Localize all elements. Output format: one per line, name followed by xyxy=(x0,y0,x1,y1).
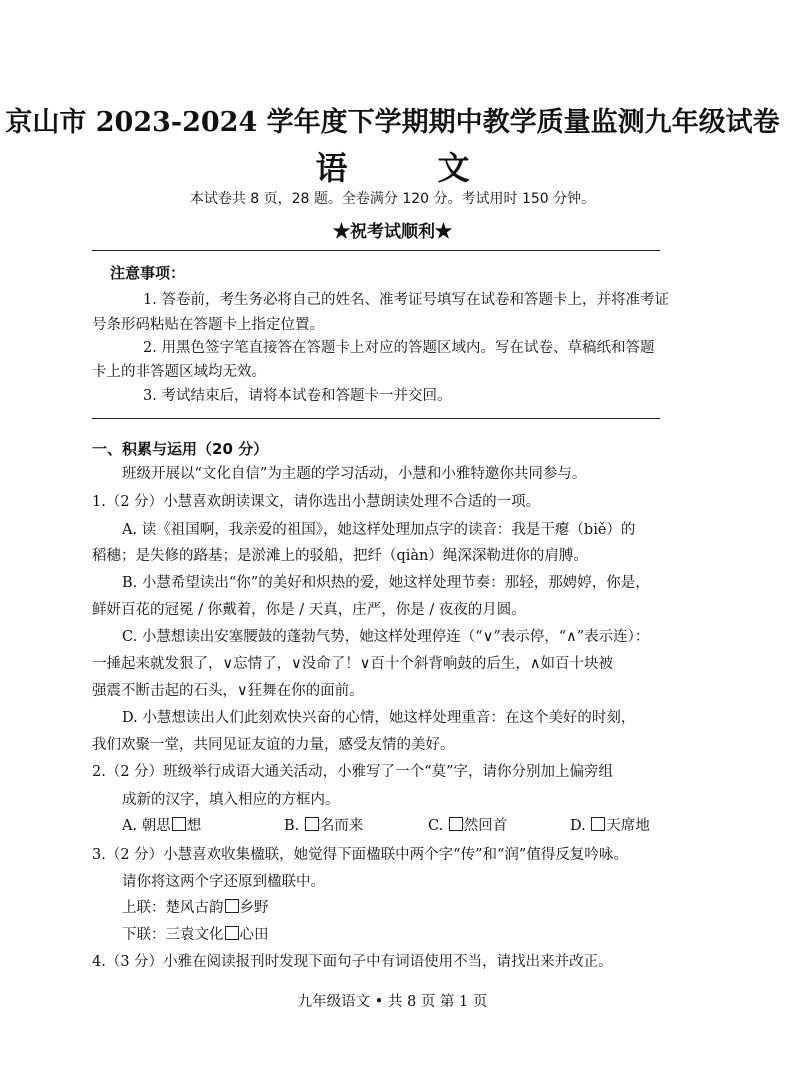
q2-option-text: 天席地 xyxy=(606,818,650,834)
q2-option-b xyxy=(284,816,363,836)
q2-option-a xyxy=(122,816,201,836)
q4-stem: 4.（3 分）小雅在阅读报刊时发现下面句子中有词语使用不当，请找出来并改正。 xyxy=(92,954,613,970)
exam-title: 京山市 2023-2024 学年度下学期期中教学质量监测九年级试卷 xyxy=(5,107,780,138)
couplet-label: 下联： xyxy=(122,927,166,943)
notice-heading: 注意事项： xyxy=(110,264,186,282)
answer-box xyxy=(172,817,186,831)
q1-stem: 1.（2 分）小慧喜欢朗读课文，请你选出小慧朗读处理不合适的一项。 xyxy=(92,494,541,510)
couplet-text: 三袁文化 xyxy=(165,927,224,943)
q1-option-c-cont2: 强震不断击起的石头，∨狂舞在你的面前。 xyxy=(92,683,364,699)
top-divider xyxy=(92,250,660,251)
q1-option-d: D. 小慧想读出人们此刻欢快兴奋的心情，她这样处理重音：在这个美好的时刻， xyxy=(122,710,636,726)
q1-option-d-cont: 我们欢聚一堂，共同见证友谊的力量，感受友情的美好。 xyxy=(92,737,455,753)
q2-stem-cont: 成新的汉字，填入相应的方框内。 xyxy=(122,792,340,808)
answer-box xyxy=(305,817,319,831)
page-footer: 九年级语文 • 共 8 页 第 1 页 xyxy=(297,994,488,1010)
section-intro: 班级开展以“文化自信”为主题的学习活动，小慧和小雅特邀你共同参与。 xyxy=(122,466,587,482)
answer-box xyxy=(225,899,239,913)
q2-option-text: C. xyxy=(428,818,448,834)
subject-char-1: 语 xyxy=(315,149,348,187)
section-heading: 一、积累与运用（20 分） xyxy=(92,440,269,458)
q2-option-text: 名而来 xyxy=(319,818,364,834)
q1-option-c: C. 小慧想读出安塞腰鼓的蓬勃气势，她这样处理停连（“∨”表示停，“∧”表示连）： xyxy=(122,629,650,645)
q1-option-b: B. 小慧希望读出“你”的美好和炽热的爱，她这样处理节奏：那轻，那娉婷，你是， xyxy=(122,575,650,591)
q3-lower-couplet xyxy=(122,925,269,945)
subject-char-2: 文 xyxy=(437,149,470,187)
notice-line: 1. 答卷前，考生务必将自己的姓名、准考证号填写在试卷和答题卡上，并将准考证 xyxy=(143,292,669,308)
q2-option-text: B. xyxy=(284,818,304,834)
good-luck-banner: ★祝考试顺利★ xyxy=(333,222,452,242)
couplet-text: 乡野 xyxy=(239,900,269,916)
couplet-text: 楚风古韵 xyxy=(165,900,224,916)
q1-option-c-cont: 一捶起来就发狠了，∨忘情了，∨没命了！∨百十个斜背响鼓的后生，∧如百十块被 xyxy=(92,656,613,672)
exam-info: 本试卷共 8 页，28 题。全卷满分 120 分。考试用时 150 分钟。 xyxy=(189,191,596,207)
notice-divider xyxy=(92,418,660,419)
q2-option-d xyxy=(570,816,650,836)
q2-option-text: D. xyxy=(570,818,591,834)
q3-stem: 3.（2 分）小慧喜欢收集楹联，她觉得下面楹联中两个字“传”和“润”值得反复吟咏。 xyxy=(92,847,628,863)
subject-title xyxy=(0,143,785,189)
q2-option-text: A. 朝思 xyxy=(122,818,171,834)
answer-box xyxy=(591,817,605,831)
q2-option-text: 然回首 xyxy=(463,818,508,834)
q2-option-c xyxy=(428,816,507,836)
couplet-label: 上联： xyxy=(122,900,166,916)
answer-box xyxy=(449,817,463,831)
q3-upper-couplet xyxy=(122,898,269,918)
notice-line: 2. 用黑色签字笔直接答在答题卡上对应的答题区域内。写在试卷、草稿纸和答题 xyxy=(143,340,655,356)
q2-option-text: 想 xyxy=(186,818,202,834)
answer-box xyxy=(225,926,239,940)
notice-line: 卡上的非答题区域均无效。 xyxy=(92,364,266,380)
couplet-text: 心田 xyxy=(239,927,269,943)
q2-stem: 2.（2 分）班级举行成语大通关活动，小雅写了一个“莫”字，请你分别加上偏旁组 xyxy=(92,764,613,780)
q1-option-a-cont: 稻穗；是失修的路基；是淤滩上的驳船，把纤（qiàn）绳深深勒进你的肩膊。 xyxy=(92,548,588,564)
q1-option-b-cont: 鲜妍百花的冠冕 / 你戴着，你是 / 天真，庄严，你是 / 夜夜的月圆。 xyxy=(92,602,526,618)
q1-option-a: A. 读《祖国啊，我亲爱的祖国》，她这样处理加点字的读音：我是干瘪（biě）的 xyxy=(122,522,636,538)
notice-line: 号条形码粘贴在答题卡上指定位置。 xyxy=(92,317,324,333)
notice-line: 3. 考试结束后，请将本试卷和答题卡一并交回。 xyxy=(143,388,452,404)
q3-stem-cont: 请你将这两个字还原到楹联中。 xyxy=(122,874,325,890)
